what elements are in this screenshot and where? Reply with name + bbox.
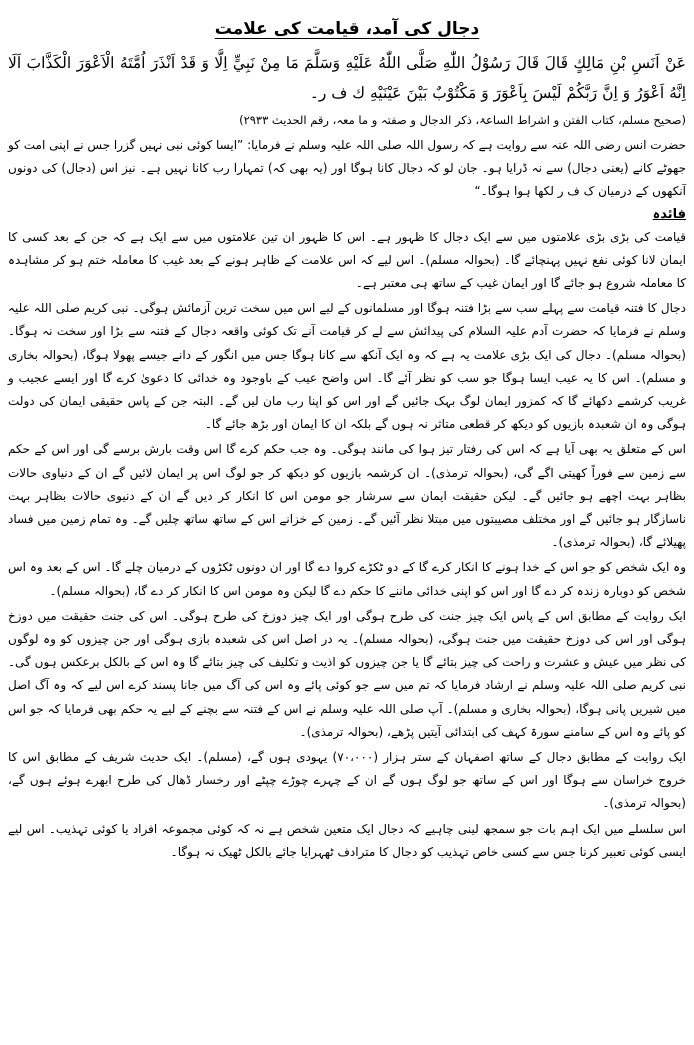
paragraph: وہ ایک شخص کو جو اس کے خدا ہونے کا انکار کرے گا کے دو ٹکڑے کروا دے گا اور ان دونوں ٹکڑوں کے درمیان چلے گا۔ اس کے بعد وہ اس شخص کو دوبارہ زندہ کر دے گا اور اس کو اپنی خدائی ماننے کا حکم دے گا لیکن وہ مومن اس کا انکار کر دے گا، (بحوالہ مسلم)۔ bbox=[8, 560, 686, 598]
hadith-arabic-text: عَنْ اَنَسِ بْنِ مَالِكٍ قَالَ قَالَ رَسُوْلُ اللّٰهِ صَلَّى اللّٰهُ عَلَيْهِ وَسَلَّمَ مَا مِنْ نَبِيٍّ اِلَّا وَ قَدْ اَنْذَرَ اُمَّتَهُ الْاَعْوَرَ الْكَذَّابَ اَلَا اِنَّهُ اَعْوَرُ وَ اِنَّ رَبَّكُمْ لَيْسَ بِاَعْوَرَ وَ مَكْتُوْبٌ بَيْنَ عَيْنَيْهِ ك ف ر۔ bbox=[8, 54, 686, 102]
page-title: دجال کی آمد، قیامت کی علامت bbox=[214, 19, 480, 39]
paragraph: ایک روایت کے مطابق اس کے پاس ایک چیز جنت کی طرح ہوگی اور ایک چیز دوزخ کی طرح ہوگی۔ اس کی جنت حقیقت میں دوزخ ہوگی اور اس کی دوزخ حقیقت میں جنت ہوگی، (بحوالہ مسلم)۔ یہ در اصل اس کی شعبدہ بازی ہوگی اور جن چیزوں کو وہ لوگوں کی نظر میں عیش و عشرت و راحت کی چیز بتائے گا یا جن چیزوں کو اذیت و تکلیف کی چیز بتائے گا وہ اس کے بالکل برعکس ہوں گی۔ نبی کریم صلی اللہ علیہ وسلم نے ارشاد فرمایا کہ تم میں سے جو کوئی پائے وہ اس کی آگ میں جانا پسند کرے اس لیے کہ وہ آگ اصل میں شیریں پانی ہوگا، (بحوالہ بخاری و مسلم)۔ آپ صلی اللہ علیہ وسلم نے اس کے فتنہ سے بچنے کے لیے یہ حکم بھی فرمایا کہ جو اس کو پائے وہ اس کے سامنے سورۃ کہف کی ابتدائی آیتیں پڑھے، (بحوالہ ترمذی)۔ bbox=[8, 608, 686, 739]
section-heading: فائدہ bbox=[652, 206, 686, 222]
paragraph: دجال کا فتنہ قیامت سے پہلے سب سے بڑا فتنہ ہوگا اور مسلمانوں کے لیے اس میں سخت ترین آزمائش ہوگی۔ نبی کریم صلی اللہ علیہ وسلم نے فرمایا کہ حضرت آدم علیہ السلام کی پیدائش سے لے کر قیامت آنے تک کوئی واقعہ دجال کے فتنہ سے بڑا اور سخت نہ ہوگا۔ (بحوالہ مسلم)۔ دجال کی ایک بڑی علامت یہ ہے کہ وہ ایک آنکھ سے کانا ہوگا جس میں انگور کے دانے جیسے پھولا ہوگا، (بحوالہ بخاری و مسلم)۔ اس کا یہ عیب ایسا ہوگا جو سب کو نظر آئے گا۔ اس واضح عیب کے باوجود وہ خدائی کا دعویٰ کرے گا اور ایسے عجیب و غریب کرشمے دکھائے گا کہ کمزور ایمان لوگ بہک جائیں گے اور اس کو اپنا رب مان لیں گے۔ البتہ جن کے پاس حقیقی ایمان کی دولت ہوگی وہ ان شعبدہ بازیوں کو دیکھ کر قطعی متاثر نہ ہوں گے بلکہ ان کا ایمان اور بڑھ جائے گا۔ bbox=[8, 301, 686, 432]
paragraph: ایک روایت کے مطابق دجال کے ساتھ اصفہان کے ستر ہزار (۷۰،۰۰۰) یہودی ہوں گے، (مسلم)۔ ایک حدیث شریف کے مطابق اس کا خروج خراسان سے ہوگا اور اس کے ساتھ جو لوگ ہوں گے ان کے چہرے چوڑے چپٹے اور رخسار ڈھال کی طرح ابھرے ہوئے ہوں گے، (بحوالہ ترمذی)۔ bbox=[8, 750, 686, 811]
hadith-translation: حضرت انس رضی اللہ عنہ سے روایت ہے کہ رسول اللہ صلی اللہ علیہ وسلم نے فرمایا: ”ایسا کوئی نبی نہیں گزرا جس نے اپنی امت کو جھوٹے کانے (یعنی دجال) سے نہ ڈرایا ہو۔ جان لو کہ دجال کانا ہوگا اور (یہ بھی کہ) تمہارا رب کانا نہیں ہے۔ نیز اس (دجال) کی دونوں آنکھوں کے درمیان ک ف ر لکھا ہوا ہوگا۔“ bbox=[8, 138, 686, 199]
hadith-reference: (صحیح مسلم، کتاب الفتن و اشراط الساعۃ، ذکر الدجال و صفتہ و ما معہ، رقم الحدیث ۲۹۳۳) bbox=[239, 113, 686, 127]
paragraph: قیامت کی بڑی بڑی علامتوں میں سے ایک دجال کا ظہور ہے۔ اس کا ظہور ان تین علامتوں میں سے ایک ہے کہ جن کے بعد کسی کا ایمان لانا کوئی نفع نہیں پہنچائے گا۔ (بحوالہ مسلم)۔ اس لیے کہ اس علامت کے ظاہر ہونے کے بعد غیب کا معاملہ ختم ہو کر مشاہدہ کا معاملہ شروع ہو جائے گا اور ایمان غیب کے ساتھ ہی معتبر ہے۔ bbox=[8, 229, 686, 291]
paragraph: اس کے متعلق یہ بھی آیا ہے کہ اس کی رفتار تیز ہوا کی مانند ہوگی۔ وہ جب حکم کرے گا اس وقت بارش برسے گی اور اس کے حکم سے زمین سے فوراً کھیتی اگے گی، (بحوالہ ترمذی)۔ ان کرشمہ بازیوں کو دیکھ کر جو لوگ اس پر ایمان لائیں گے ان کے دنیاوی حالات بظاہر بہت اچھے ہو جائیں گے۔ لیکن حقیقت ایمان سے سرشار جو مومن اس کا انکار کر دیں گے ان کے دنیوی حالات بظاہر بہت ناسازگار ہو جائیں گے اور مختلف مصیبتوں میں مبتلا نظر آئیں گے۔ زمین کے خزانے اس کے ساتھ ساتھ چلیں گے۔ وہ تمام زمین میں فساد پھیلائے گا، (بحوالہ ترمذی)۔ bbox=[8, 442, 686, 550]
paragraph: اس سلسلے میں ایک اہم بات جو سمجھ لینی چاہیے کہ دجال ایک متعین شخص ہے نہ کہ کوئی مجموعہ افراد یا کوئی تہذیب۔ اس لیے ایسی کوئی تعبیر کرنا جس سے کسی خاص تہذیب کو دجال کا مترادف ٹھہرایا جائے بالکل ٹھیک نہ ہوگا۔ bbox=[8, 821, 686, 859]
